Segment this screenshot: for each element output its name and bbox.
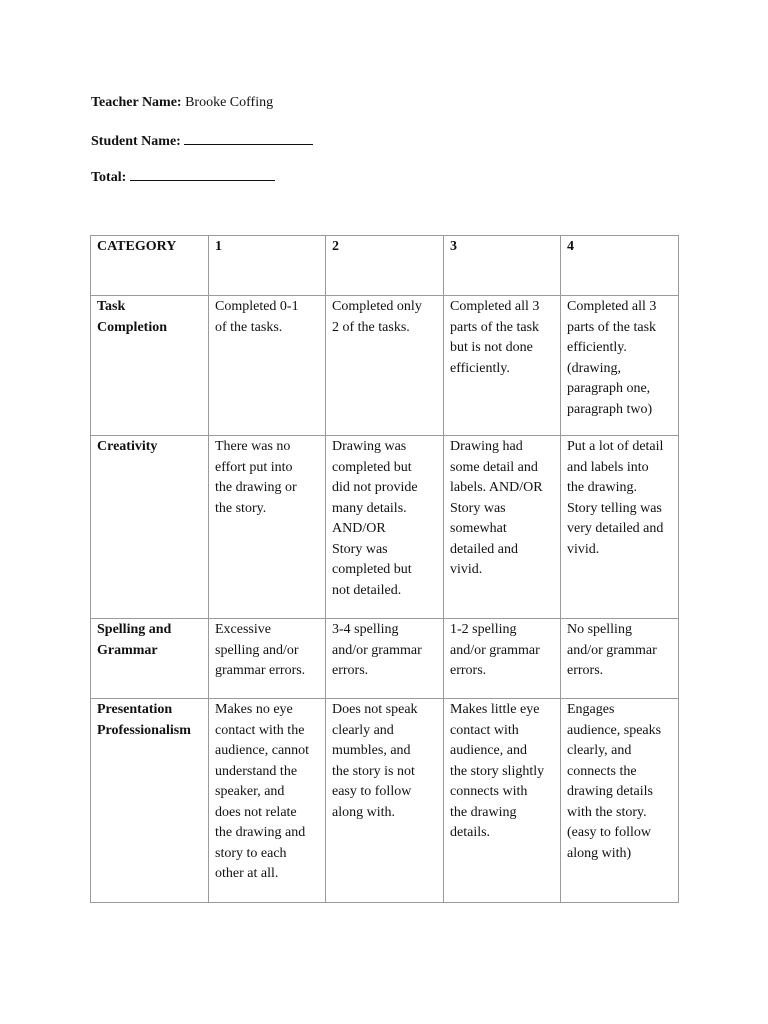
criteria-cell: Completed 0-1 of the tasks.	[209, 296, 326, 436]
header-category: CATEGORY	[91, 236, 209, 296]
header-score-2: 2	[326, 236, 444, 296]
total-field	[91, 166, 275, 187]
criteria-cell: There was no effort put into the drawing or the story.	[209, 436, 326, 619]
student-name-blank[interactable]	[184, 130, 313, 145]
criteria-cell: Drawing had some detail and labels. AND/OR Story was somewhat detailed and vivid.	[444, 436, 561, 619]
header-score-4: 4	[561, 236, 679, 296]
criteria-cell: No spelling and/or grammar errors.	[561, 619, 679, 699]
rubric-header-row	[91, 236, 679, 296]
rubric-row-task-completion	[91, 296, 679, 436]
total-label: Total:	[91, 170, 127, 185]
rubric-row-presentation	[91, 699, 679, 903]
criteria-cell: 3-4 spelling and/or grammar errors.	[326, 619, 444, 699]
rubric-row-creativity	[91, 436, 679, 619]
criteria-cell: Completed all 3 parts of the task efficiently. (drawing, paragraph one, paragraph two)	[561, 296, 679, 436]
teacher-name-label: Teacher Name:	[91, 95, 182, 110]
teacher-name-field	[91, 94, 273, 112]
criteria-cell: Completed all 3 parts of the task but is not done efficiently.	[444, 296, 561, 436]
total-blank[interactable]	[130, 166, 275, 181]
category-cell: Presentation Professionalism	[91, 699, 209, 903]
criteria-cell: Makes no eye contact with the audience, cannot understand the speaker, and does not relate the drawing and story to each other at all.	[209, 699, 326, 903]
student-name-field	[91, 130, 313, 151]
header-score-3: 3	[444, 236, 561, 296]
rubric-row-spelling-grammar	[91, 619, 679, 699]
category-cell: Task Completion	[91, 296, 209, 436]
criteria-cell: Makes little eye contact with audience, and the story slightly connects with the drawing details.	[444, 699, 561, 903]
criteria-cell: Does not speak clearly and mumbles, and the story is not easy to follow along with.	[326, 699, 444, 903]
teacher-name-value: Brooke Coffing	[185, 95, 274, 110]
criteria-cell: 1-2 spelling and/or grammar errors.	[444, 619, 561, 699]
header-score-1: 1	[209, 236, 326, 296]
rubric-table	[90, 235, 679, 903]
criteria-cell: Engages audience, speaks clearly, and connects the drawing details with the story. (easy to follow along with)	[561, 699, 679, 903]
category-cell: Spelling and Grammar	[91, 619, 209, 699]
criteria-cell: Completed only 2 of the tasks.	[326, 296, 444, 436]
criteria-cell: Put a lot of detail and labels into the drawing. Story telling was very detailed and vivid.	[561, 436, 679, 619]
student-name-label: Student Name:	[91, 134, 181, 149]
criteria-cell: Drawing was completed but did not provide many details. AND/OR Story was completed but not detailed.	[326, 436, 444, 619]
category-cell: Creativity	[91, 436, 209, 619]
criteria-cell: Excessive spelling and/or grammar errors.	[209, 619, 326, 699]
